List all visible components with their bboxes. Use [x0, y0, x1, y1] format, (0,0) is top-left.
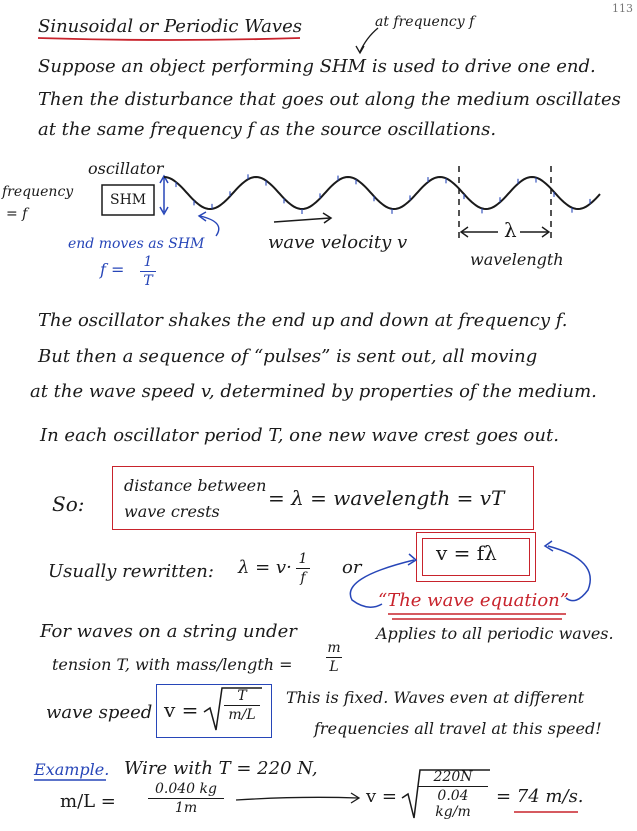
example-sqrt	[402, 770, 490, 818]
wave-speed-eq: v =	[164, 698, 199, 722]
example-v-num: 220N	[433, 769, 473, 785]
sqrt-num: T	[237, 688, 247, 704]
wave-eq-loop-right	[548, 546, 590, 601]
example-text: Wire with T = 220 N,	[124, 758, 318, 779]
intro-line-3: at the same frequency f as the source oscillations.	[38, 119, 497, 140]
end-moves-note: end moves as SHM	[68, 236, 205, 252]
wavelength-label: wavelength	[470, 250, 564, 269]
example-result: = 74 m/s.	[496, 786, 584, 807]
f-equals-label: f =	[100, 260, 125, 279]
ml-den: L	[329, 659, 339, 675]
shm-box-label: SHM	[110, 192, 147, 208]
applies-label: Applies to all periodic waves.	[376, 624, 614, 643]
example-label: Example.	[34, 760, 110, 779]
usually-eq: λ = v·	[238, 557, 292, 578]
or-label: or	[342, 557, 362, 578]
sqrt-symbol	[204, 688, 262, 730]
fixed-note-2: frequencies all travel at this speed!	[314, 719, 602, 738]
string-line-1: For waves on a string under	[40, 621, 297, 642]
usually-frac-num: 1	[298, 551, 308, 567]
body-line-1: The oscillator shakes the end up and down at frequency f.	[38, 310, 568, 331]
body-line-3: at the wave speed v, determined by properties of the medium.	[30, 381, 597, 402]
f-fraction-num: 1	[143, 254, 153, 270]
fixed-note-1: This is fixed. Waves even at different	[286, 688, 585, 707]
wave-eq-boxed: v = fλ	[436, 541, 497, 565]
shm-box	[102, 185, 154, 215]
body-line-4: In each oscillator period T, one new wave crest goes out.	[40, 425, 559, 446]
f-fraction-den: T	[143, 273, 153, 289]
intro-line-2: Then the disturbance that goes out along the medium oscillates	[38, 89, 621, 110]
page-number: 113	[612, 2, 633, 15]
example-v-eq: v =	[366, 786, 397, 807]
usually-label: Usually rewritten:	[48, 561, 214, 582]
example-ml-den: 1m	[174, 800, 198, 816]
so-label: So:	[52, 492, 85, 516]
wave-eq-caption: “The wave equation”	[378, 590, 569, 611]
body-line-2: But then a sequence of “pulses” is sent out, all moving	[38, 346, 538, 367]
so-equation: = λ = wavelength = vT	[268, 486, 505, 510]
string-line-2: tension T, with mass/length =	[52, 655, 293, 674]
wave-eq-loop-left	[350, 560, 414, 607]
intro-line-1: Suppose an object performing SHM is used to drive one end.	[38, 56, 596, 77]
so-line-2: wave crests	[124, 502, 220, 521]
example-arrow	[236, 797, 358, 800]
page-title: Sinusoidal or Periodic Waves	[38, 16, 302, 37]
frequency-label: frequency	[2, 184, 74, 200]
sqrt-den: m/L	[228, 707, 256, 723]
ml-num: m	[327, 640, 341, 656]
frequency-eq-label: = f	[6, 206, 28, 222]
wave-speed-label: wave speed	[46, 702, 153, 723]
wave-velocity-label: wave velocity v	[268, 232, 408, 253]
title-underline	[38, 38, 300, 40]
example-v-den: 0.04 kg/m	[435, 788, 471, 820]
so-line-1: distance between	[124, 476, 267, 495]
example-ml: m/L =	[60, 791, 116, 812]
lambda-label: λ	[504, 218, 517, 242]
oscillator-label: oscillator	[88, 159, 164, 178]
sine-wave	[164, 177, 600, 209]
title-note: at frequency f	[375, 14, 475, 30]
example-ml-num: 0.040 kg	[155, 781, 217, 797]
wave-velocity-arrow	[274, 218, 330, 222]
usually-frac-den: f	[300, 570, 306, 586]
